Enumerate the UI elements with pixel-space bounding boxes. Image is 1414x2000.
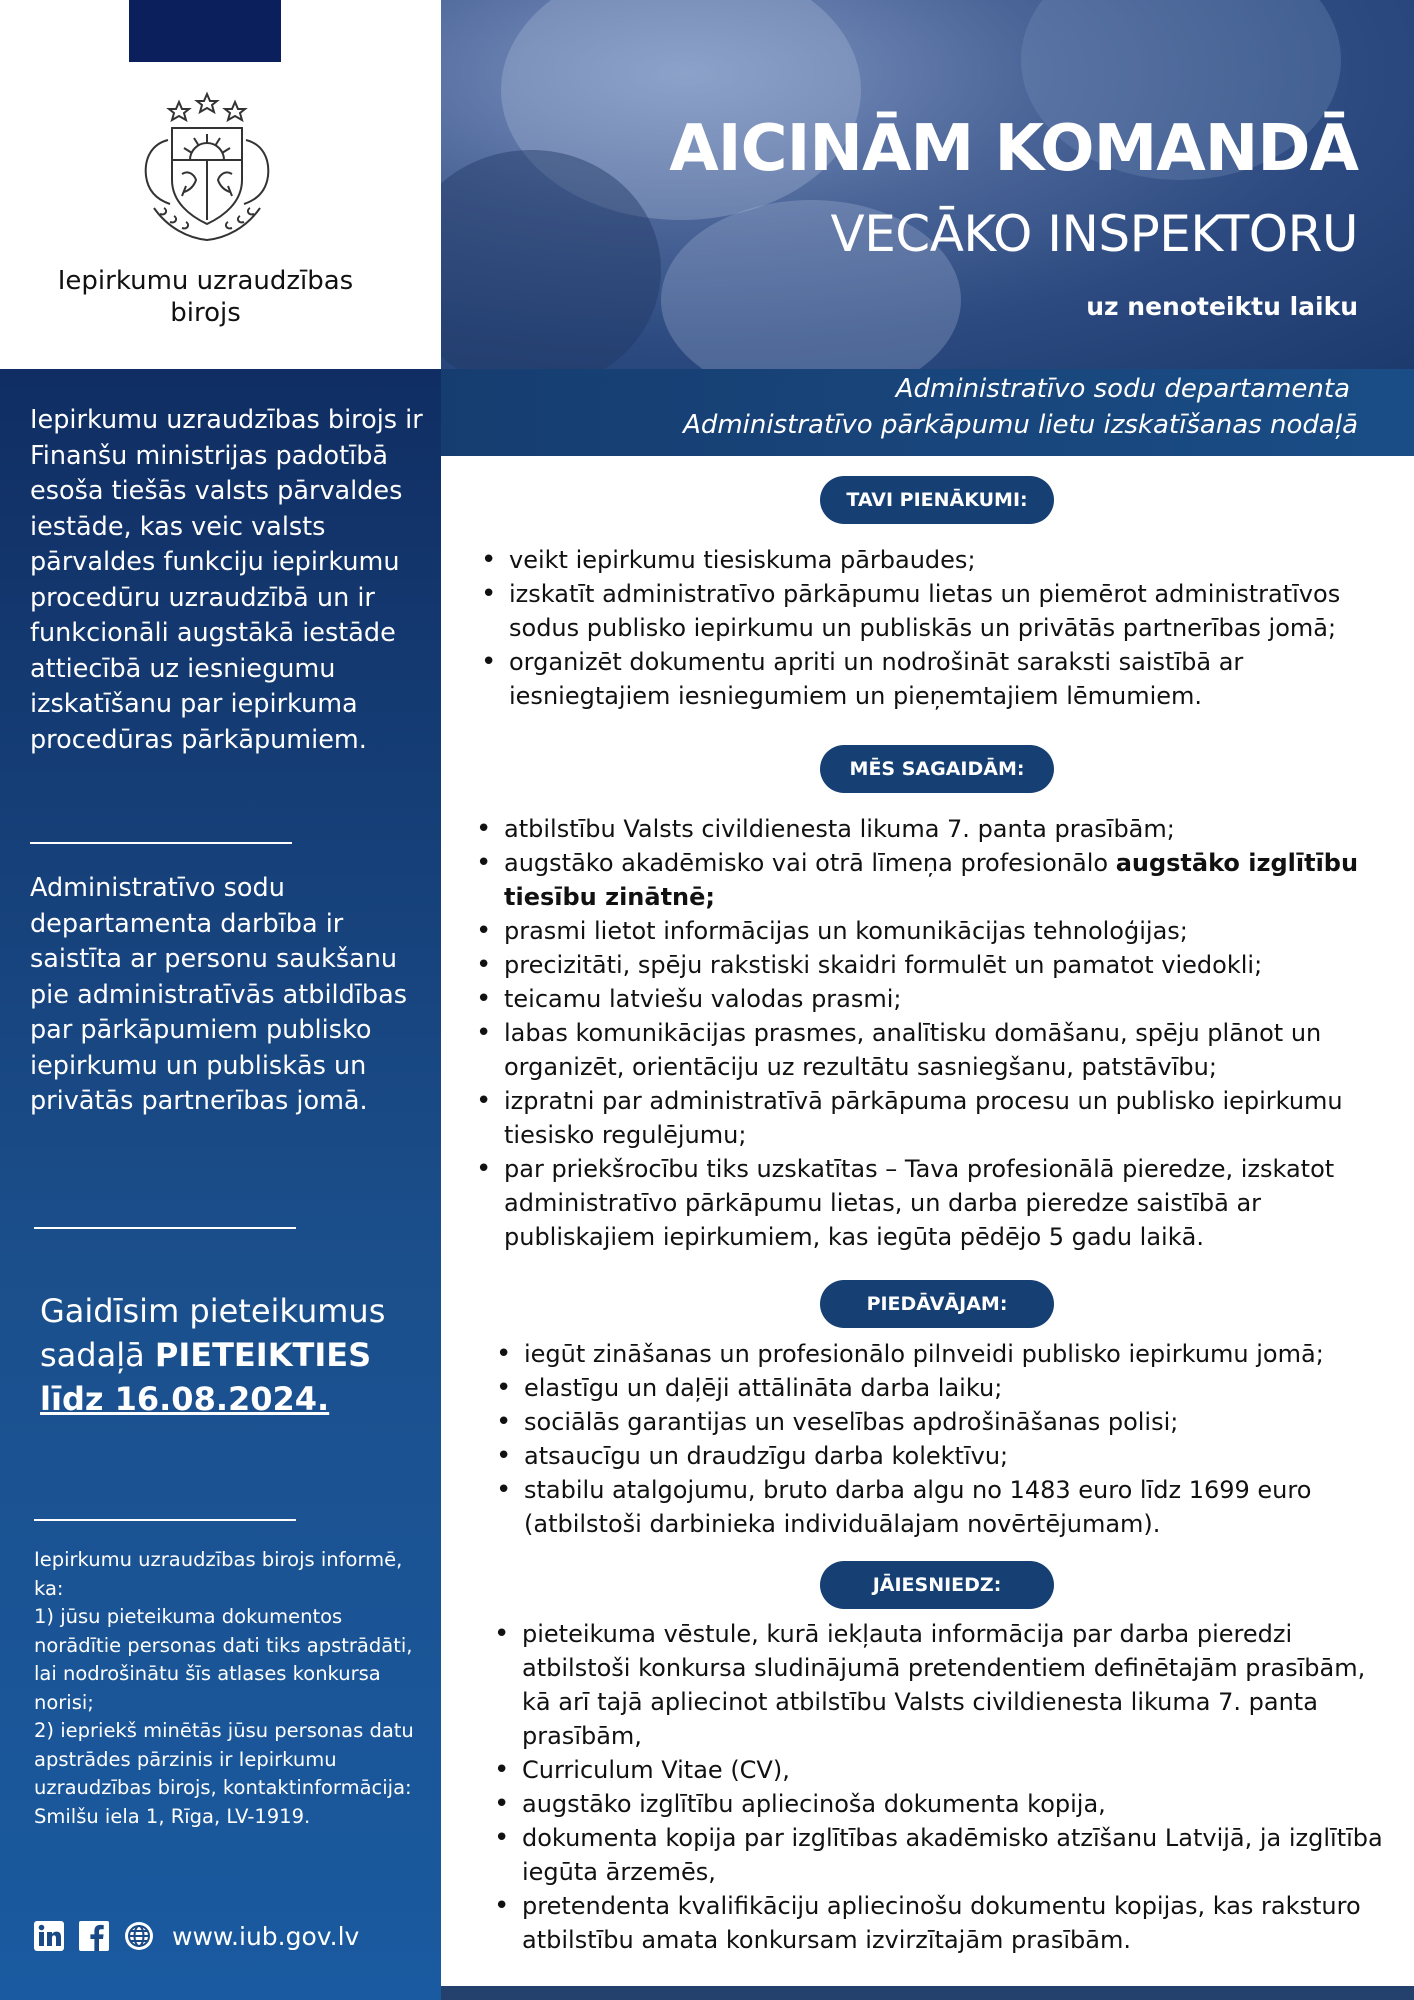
list-item: • dokumenta kopija par izglītības akadēmisko atzīšanu Latvijā, ja izglītība iegūta ārzemēs,	[492, 1821, 1394, 1889]
sidebar-divider	[34, 1227, 296, 1229]
list-item: • sociālās garantijas un veselības apdrošināšanas polisi;	[494, 1405, 1374, 1439]
list-item: • augstāko izglītību apliecinoša dokumenta kopija,	[492, 1787, 1394, 1821]
department-line2: Administratīvo pārkāpumu lietu izskatīšanas nodaļā	[683, 410, 1358, 440]
logo-tab	[129, 0, 281, 62]
department-strip	[441, 369, 1414, 456]
list-item: • izskatīt administratīvo pārkāpumu lietas un piemērot administratīvos sodus publisko iepirkumu un publiskās un privātās partnerības jomā;	[479, 577, 1379, 645]
list-item: • pieteikuma vēstule, kurā iekļauta informācija par darba pieredzi atbilstoši konkursa sludinājumā pretendentiem definētajām prasībām, kā arī tajā apliecinot atbilstību Valsts civildienesta likuma 7. panta prasībām,	[492, 1617, 1394, 1753]
heading-submit: JĀIESNIEDZ:	[820, 1561, 1054, 1609]
hero-title: AICINĀM KOMANDĀ	[669, 112, 1358, 186]
submit-list	[492, 1617, 1394, 1957]
list-item: • veikt iepirkumu tiesiskuma pārbaudes;	[479, 543, 1379, 577]
list-item: • organizēt dokumentu apriti un nodrošināt saraksti saistībā ar iesniegtajiem iesniegumiem un pieņemtajiem lēmumiem.	[479, 645, 1379, 713]
expectation-bold: augstāko izglītību tiesību zinātnē;	[504, 849, 1359, 911]
offer-list	[494, 1337, 1374, 1541]
list-item: • Curriculum Vitae (CV),	[492, 1753, 1394, 1787]
org-name-line2: birojs	[170, 298, 241, 328]
facebook-icon[interactable]	[78, 1920, 110, 1952]
expectation-text: augstāko akadēmisko vai otrā līmeņa profesionālo	[504, 849, 1116, 877]
deadline-line3	[40, 1377, 420, 1421]
deadline-date: līdz 16.08.2024.	[40, 1380, 330, 1418]
duties-list	[479, 543, 1379, 713]
list-item: • par priekšrocību tiks uzskatītas – Tava profesionālā pieredze, izskatot administratīvo pārkāpumu lietas, un darba pieredze saistībā ar publiskajiem iepirkumiem, kas iegūta pēdējo 5 gadu laikā.	[474, 1152, 1384, 1254]
deadline-section-link[interactable]: PIETEIKTIES	[154, 1336, 372, 1374]
hero-term: uz nenoteiktu laiku	[1086, 292, 1358, 321]
bottom-bar	[441, 1986, 1414, 2000]
list-item: • iegūt zināšanas un profesionālo pilnveidi publisko iepirkumu jomā;	[494, 1337, 1374, 1371]
deadline-prefix: sadaļā	[40, 1336, 155, 1374]
sidebar-divider	[30, 842, 292, 844]
sidebar-department-info: Administratīvo sodu departamenta darbība ir saistīta ar personu saukšanu pie administratīvās atbildības par pārkāpumiem publisko iepirkumu un publiskās un privātās partnerības jomā.	[30, 873, 407, 1116]
privacy-point-2: 2) iepriekš minētās jūsu personas datu apstrādes pārzinis ir Iepirkumu uzraudzības birojs, kontaktinformācija: Smilšu iela 1, Rīga, LV-1919.	[34, 1719, 414, 1828]
deadline-line1: Gaidīsim pieteikumus	[40, 1292, 386, 1330]
privacy-point-1: 1) jūsu pieteikuma dokumentos norādītie personas dati tiks apstrādāti, lai nodrošinātu šīs atlases konkursa norisi;	[34, 1605, 413, 1714]
org-name	[0, 265, 411, 329]
list-item: • pretendenta kvalifikāciju apliecinošu dokumentu kopijas, kas raksturo atbilstību amata konkursam izvirzītajām prasībām.	[492, 1889, 1394, 1957]
deadline-line2	[40, 1333, 420, 1377]
linkedin-icon[interactable]	[33, 1920, 65, 1952]
globe-icon[interactable]	[123, 1920, 155, 1952]
list-item: • atbilstību Valsts civildienesta likuma 7. panta prasībām;	[474, 812, 1384, 846]
list-item: • stabilu atalgojumu, bruto darba algu no 1483 euro līdz 1699 euro (atbilstoši darbinieka individuālajam novērtējumam).	[494, 1473, 1374, 1541]
sidebar	[0, 369, 441, 2000]
heading-offer: PIEDĀVĀJAM:	[820, 1280, 1054, 1328]
expectations-list	[474, 812, 1384, 1254]
department-line1: Administratīvo sodu departamenta	[895, 374, 1350, 404]
social-links	[33, 1917, 359, 1955]
list-item: • labas komunikācijas prasmes, analītisku domāšanu, spēju plānot un organizēt, orientāciju uz rezultātu sasniegšanu, patstāvību;	[474, 1016, 1384, 1084]
website-link[interactable]: www.iub.gov.lv	[172, 1921, 360, 1951]
list-item: • prasmi lietot informācijas un komunikācijas tehnoloģijas;	[474, 914, 1384, 948]
coat-of-arms-icon	[124, 90, 290, 250]
hero-banner	[441, 0, 1414, 369]
sidebar-about: Iepirkumu uzraudzības birojs ir Finanšu ministrijas padotībā esoša tiešās valsts pārvaldes iestāde, kas veic valsts pārvaldes funkciju iepirkumu procedūru uzraudzībā un ir funkcionāli augstākā iestāde attiecībā uz iesniegumu izskatīšanu par iepirkuma procedūras pārkāpumiem.	[30, 405, 423, 755]
list-item: • izpratni par administratīvā pārkāpuma procesu un publisko iepirkumu tiesisko regulējumu;	[474, 1084, 1384, 1152]
org-name-line1: Iepirkumu uzraudzības	[57, 266, 354, 296]
list-item: • precizitāti, spēju rakstiski skaidri formulēt un pamatot viedokli;	[474, 948, 1384, 982]
hero-subtitle: VECĀKO INSPEKTORU	[830, 205, 1358, 263]
list-item: • teicamu latviešu valodas prasmi;	[474, 982, 1384, 1016]
heading-duties: TAVI PIENĀKUMI:	[820, 476, 1054, 524]
sidebar-privacy	[34, 1546, 414, 1831]
sidebar-deadline	[40, 1289, 420, 1421]
list-item	[474, 846, 1384, 914]
list-item: • elastīgu un daļēji attālināta darba laiku;	[494, 1371, 1374, 1405]
heading-expectations: MĒS SAGAIDĀM:	[820, 745, 1054, 793]
list-item: • atsaucīgu un draudzīgu darba kolektīvu;	[494, 1439, 1374, 1473]
logo-area	[0, 0, 441, 369]
privacy-intro: Iepirkumu uzraudzības birojs informē, ka:	[34, 1548, 403, 1600]
sidebar-divider	[34, 1519, 296, 1521]
